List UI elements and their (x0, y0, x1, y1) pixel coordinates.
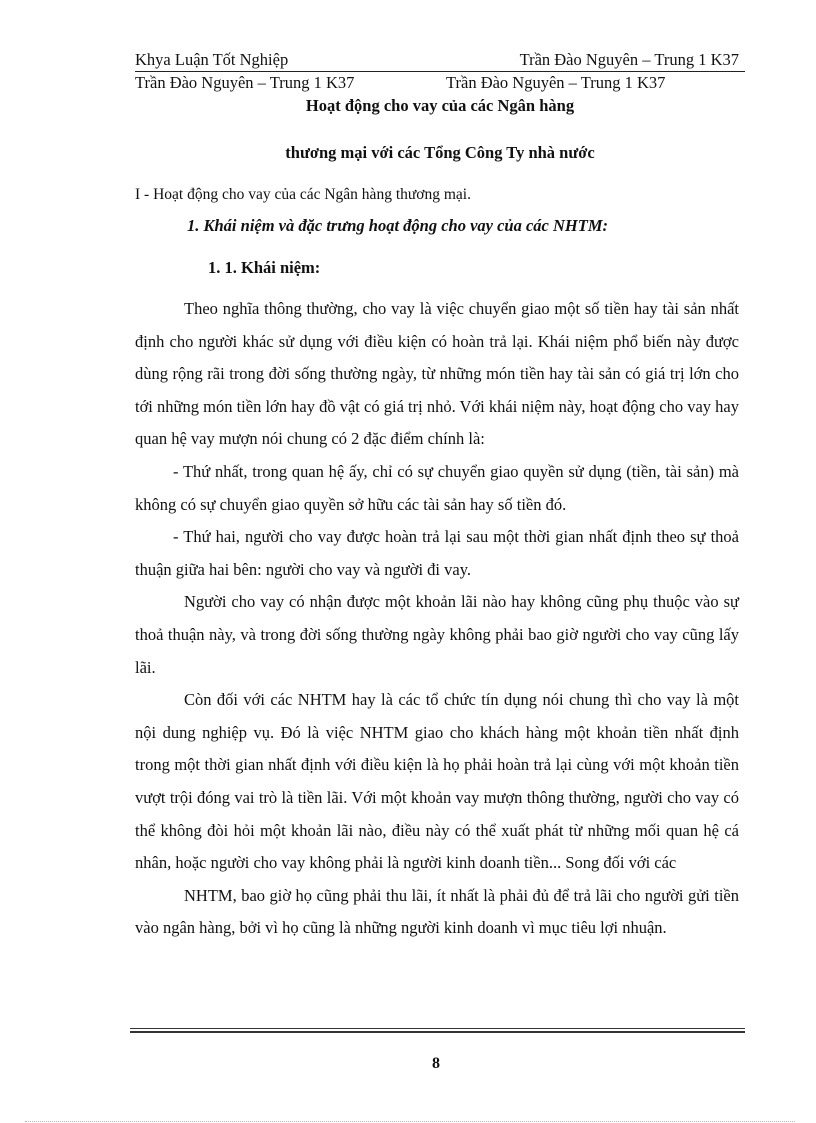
running-header-row2 (135, 73, 745, 95)
paragraph: Theo nghĩa thông thường, cho vay là việc chuyển giao một số tiền hay tài sản nhất định cho người khác sử dụng với điều kiện có hoàn trả lại. Khái niệm phổ biến này được dùng rộng rãi trong đời sống thường ngày, từ những món tiền hay tài sản có giá trị lớn cho tới những món tiền lớn hay đồ vật có giá trị nhỏ. Với khái niệm này, hoạt động cho vay hay quan hệ vay mượn nói chung có 2 đặc điểm chính là: (135, 299, 739, 449)
header-thesis-label: Khya Luận Tốt Nghiệp (135, 50, 289, 69)
running-header-row1 (135, 50, 745, 72)
subsection-heading: 1. Khái niệm và đặc trưng hoạt động cho vay của các NHTM: (187, 216, 608, 235)
paragraph: Còn đối với các NHTM hay là các tổ chức tín dụng nói chung thì cho vay là một nội dung nghiệp vụ. Đó là việc NHTM giao cho khách hàng một khoản tiền nhất định trong một thời gian nhất định với điều kiện là họ phải hoàn trả lại cùng với một khoản tiền vượt trội đóng vai trò là tiền lãi. Với một khoản vay mượn thông thường, người cho vay có thể không đòi hỏi một khoản lãi nào, điều này có thể xuất phát từ những mối quan hệ cá nhân, hoặc người cho vay không phải là người kinh doanh tiền... Song đối với các (135, 690, 739, 873)
header-author-right: Trần Đào Nguyên – Trung 1 K37 (519, 50, 739, 69)
paragraph: - Thứ hai, người cho vay được hoàn trả lại sau một thời gian nhất định theo sự thoả thuận giữa hai bên: người cho vay và người đi vay. (135, 527, 739, 579)
header-author-left-2: Trần Đào Nguyên – Trung 1 K37 (135, 73, 355, 92)
header-author-right-2: Trần Đào Nguyên – Trung 1 K37 (446, 73, 666, 92)
paragraph: - Thứ nhất, trong quan hệ ấy, chỉ có sự chuyển giao quyền sử dụng (tiền, tài sản) mà không có sự chuyển giao quyền sở hữu các tài sản hay số tiền đó. (135, 461, 739, 514)
paragraph: NHTM, bao giờ họ cũng phải thu lãi, ít nhất là phải đủ để trả lãi cho người gửi tiền vào ngân hàng, bởi vì họ cũng là những người kinh doanh vì mục tiêu lợi nhuận. (135, 885, 739, 938)
footer-rule-thick (130, 1031, 745, 1033)
body-text (135, 293, 739, 945)
document-title-line1: Hoạt động cho vay của các Ngân hàng (305, 96, 575, 115)
page-edge (25, 1121, 795, 1122)
page-number: 8 (432, 1055, 440, 1072)
footer-rule-thin (130, 1028, 745, 1029)
header-rule (135, 71, 745, 72)
subsubsection-heading: 1. 1. Khái niệm: (208, 258, 321, 277)
section-heading: I - Hoạt động cho vay của các Ngân hàng thương mại. (135, 186, 471, 203)
paragraph: Người cho vay có nhận được một khoản lãi nào hay không cũng phụ thuộc vào sự thoả thuận này, và trong đời sống thường ngày không phải bao giờ người cho vay cũng lấy lãi. (135, 592, 739, 677)
document-title-line2: thương mại với các Tổng Công Ty nhà nước (285, 143, 595, 162)
